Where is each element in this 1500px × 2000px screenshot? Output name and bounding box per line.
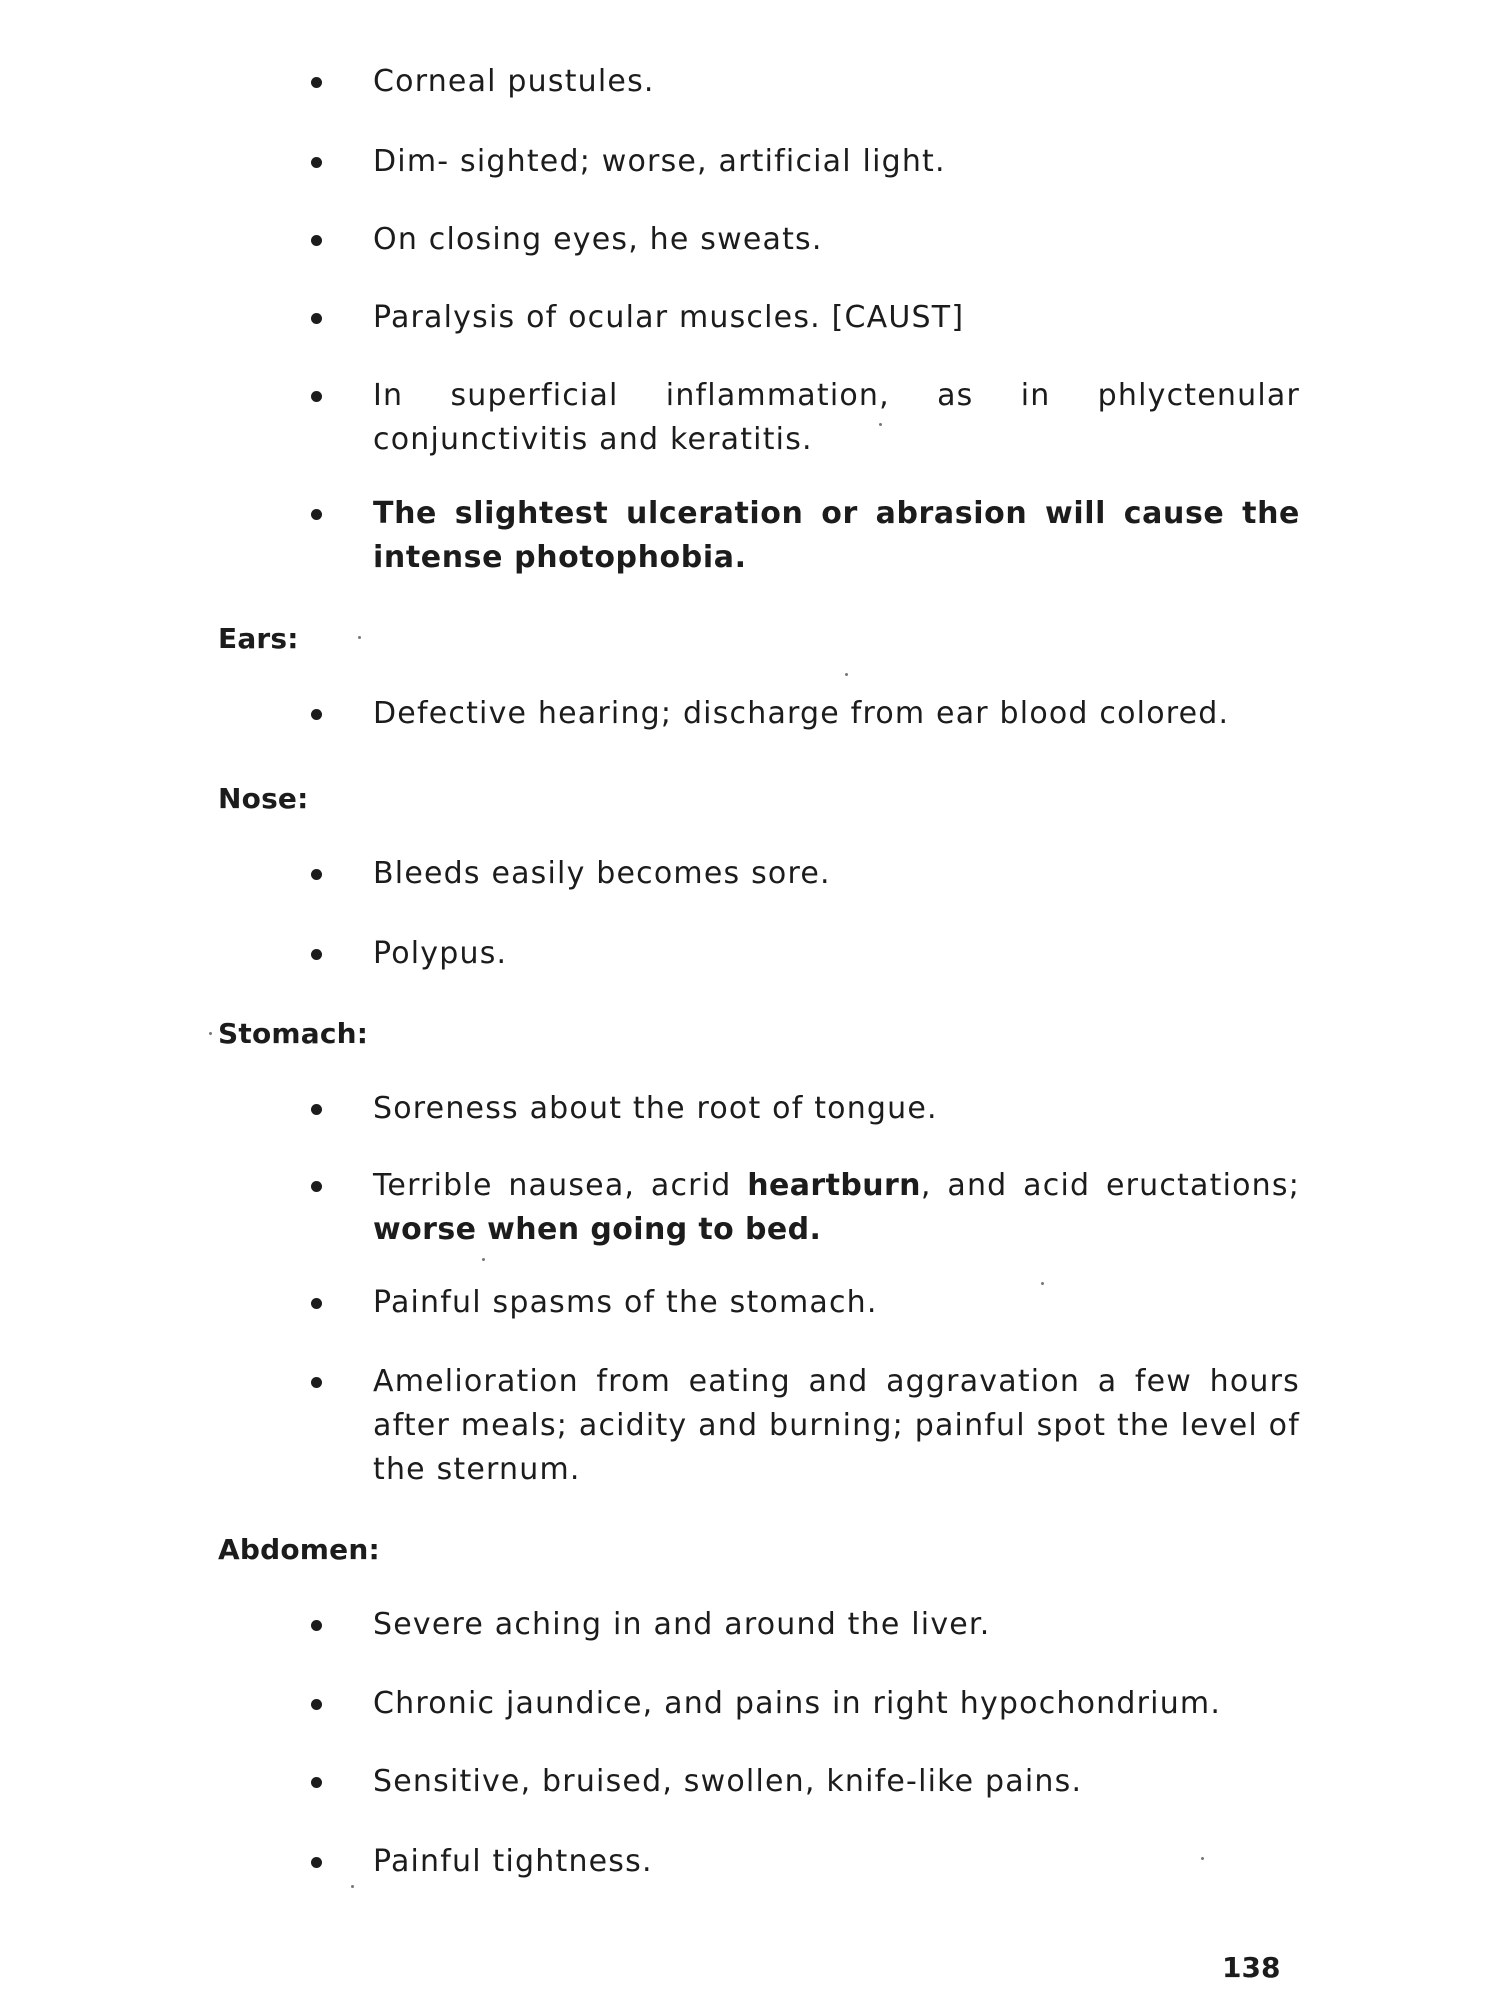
list-item	[373, 852, 1300, 896]
list-item	[373, 492, 1300, 580]
bullet-dot	[311, 1620, 322, 1631]
section-heading-stomach: Stomach:	[218, 1017, 369, 1050]
scan-speck	[1201, 1857, 1204, 1860]
emphasis-text: worse when going to bed	[373, 1212, 810, 1247]
bullet-dot	[311, 1777, 322, 1788]
list-item-text: Sensitive, bruised, swollen, knife-like pains.	[373, 1764, 1083, 1799]
list-item-text: Chronic jaundice, and pains in right hypochondrium.	[373, 1686, 1222, 1721]
list-item-text: Bleeds easily becomes sore.	[373, 856, 831, 891]
list-item-text: .	[809, 1212, 822, 1247]
list-item-text: Terrible nausea, acrid	[373, 1168, 748, 1203]
bullet-dot	[311, 1377, 322, 1388]
list-item-text: Defective hearing; discharge from ear blood colored.	[373, 696, 1230, 731]
list-item	[373, 1164, 1300, 1252]
bullet-dot	[311, 1857, 322, 1868]
list-item	[373, 692, 1300, 736]
list-item-text: On closing eyes, he sweats.	[373, 222, 823, 257]
bullet-dot	[311, 709, 322, 720]
bullet-dot	[311, 391, 322, 402]
list-item	[373, 218, 1300, 262]
scan-speck	[482, 1258, 485, 1261]
list-item-text: Soreness about the root of tongue.	[373, 1091, 938, 1126]
list-item-text: Painful spasms of the stomach.	[373, 1285, 878, 1320]
list-item-text: Corneal pustules.	[373, 64, 655, 99]
page-number: 138	[1222, 1951, 1281, 1984]
list-item-text: In superficial inflammation, as in phlyctenular conjunctivitis and keratitis.	[373, 378, 1300, 457]
bullet-dot	[311, 1104, 322, 1115]
list-item-text: Polypus.	[373, 936, 508, 971]
bullet-dot	[311, 509, 322, 520]
list-item	[373, 1087, 1300, 1131]
scan-speck	[351, 1885, 354, 1888]
list-item-text: Dim- sighted; worse, artificial light.	[373, 144, 946, 179]
list-item	[373, 1281, 1300, 1325]
section-heading-abdomen: Abdomen:	[218, 1533, 380, 1566]
bullet-dot	[311, 949, 322, 960]
bullet-dot	[311, 235, 322, 246]
list-item	[373, 60, 1300, 104]
list-item	[373, 1760, 1300, 1804]
list-item	[373, 932, 1300, 976]
list-item	[373, 140, 1300, 184]
list-item-text: Severe aching in and around the liver.	[373, 1607, 991, 1642]
list-item	[373, 1603, 1300, 1647]
list-item	[373, 1840, 1300, 1884]
list-item	[373, 1682, 1300, 1726]
list-item-text: Painful tightness.	[373, 1844, 653, 1879]
list-item	[373, 1360, 1300, 1492]
section-heading-ears: Ears:	[218, 622, 299, 655]
list-item	[373, 374, 1300, 462]
emphasis-text: heartburn	[747, 1168, 921, 1203]
list-item-text: The slightest ulceration or abrasion will cause the intense photophobia.	[373, 496, 1300, 575]
list-item-text: Paralysis of ocular muscles. [CAUST]	[373, 300, 965, 335]
bullet-dot	[311, 1181, 322, 1192]
scan-speck	[209, 1032, 212, 1035]
scan-speck	[845, 673, 848, 676]
list-item	[373, 296, 1300, 340]
bullet-dot	[311, 313, 322, 324]
list-item-text: Amelioration from eating and aggravation a few hours after meals; acidity and burning; painful spot the level of the sternum.	[373, 1364, 1300, 1487]
section-heading-nose: Nose:	[218, 782, 309, 815]
bullet-dot	[311, 1699, 322, 1710]
scan-speck	[879, 423, 882, 426]
scan-speck	[1041, 1282, 1044, 1285]
bullet-dot	[311, 1298, 322, 1309]
bullet-dot	[311, 157, 322, 168]
bullet-dot	[311, 77, 322, 88]
bullet-dot	[311, 869, 322, 880]
list-item-text: , and acid eructations;	[920, 1168, 1301, 1203]
scan-speck	[358, 636, 361, 639]
